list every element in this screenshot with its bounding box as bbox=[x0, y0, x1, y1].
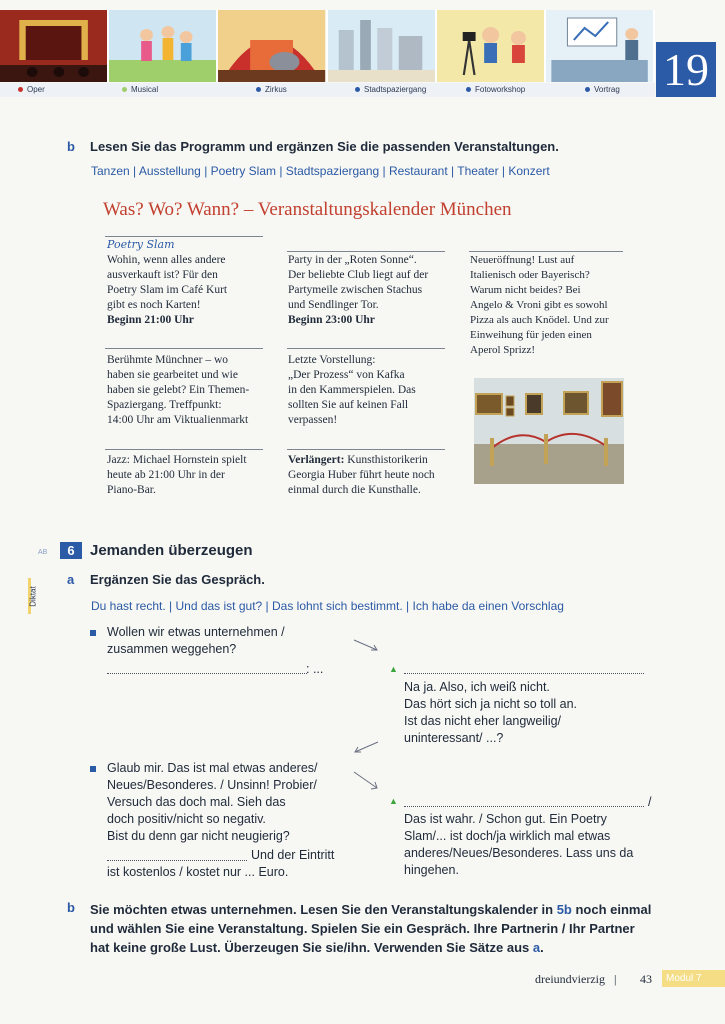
answer-line bbox=[287, 449, 445, 450]
speaker-a-marker-icon bbox=[90, 630, 96, 636]
dialogue-b-line2: Das ist wahr. / Schon gut. Ein Poetry Slam/... ist doch/ja wirklich mal etwas anderes/Neues/Besonderes. Lass uns da hingehen. bbox=[404, 812, 634, 877]
page-number-words: dreiundvierzig | bbox=[535, 972, 617, 986]
answer-line bbox=[105, 236, 263, 237]
fill-in-blank[interactable] bbox=[107, 673, 307, 674]
calendar-entry-dance: Party in der „Roten Sonne“. Der beliebte Club liegt auf der Partymeile zwischen Stachus und Sendlinger Tor. Beginn 23:00 Uhr bbox=[288, 254, 429, 326]
word-bank: Tanzen | Ausstellung | Poetry Slam | Stadtspaziergang | Restaurant | Theater | Konzert bbox=[91, 164, 550, 178]
calendar-entry-exhibition: Verlängert: Kunsthistorikerin Georgia Huber führt heute noch einmal durch die Kunsthalle. bbox=[288, 454, 435, 496]
dialogue-b-line1: Na ja. Also, ich weiß nicht. Das hört sich ja nicht so toll an. Ist das nicht eher langweilig/ uninteressant/ ...? bbox=[404, 680, 577, 745]
bullet-icon bbox=[122, 87, 127, 92]
task-instruction: Lesen Sie das Programm und ergänzen Sie die passenden Veranstaltungen. bbox=[90, 139, 559, 154]
speaker-a-marker-icon bbox=[90, 766, 96, 772]
category-label-opera: Oper bbox=[18, 85, 45, 94]
task-b-instruction: Sie möchten etwas unternehmen. Lesen Sie den Veranstaltungskalender in 5b noch einmal und wählen Sie eine Veranstaltung. Spielen Sie ein Gespräch. Ihre Partnerin / Ihr Partner hat keine große Lust. Überzeugen Sie sie/ihn. Verwenden Sie Sätze aus a. bbox=[90, 902, 652, 955]
task-instruction: Ergänzen Sie das Gespräch. bbox=[90, 572, 265, 587]
dialogue-a-line2: Glaub mir. Das ist mal etwas anderes/ Neues/Besonderes. / Unsinn! Probier/ Versuch das doch mal. Sieh das doch positiv/nicht so negativ. Bist du denn gar nicht neugierig? bbox=[107, 761, 318, 843]
answer-line bbox=[469, 251, 623, 252]
category-label-city-walk: Stadtspaziergang bbox=[355, 85, 426, 94]
handwritten-answer: Poetry Slam bbox=[107, 238, 175, 251]
dialogue-a-line1: Wollen wir etwas unternehmen / zusammen weggehen? bbox=[107, 625, 285, 656]
arrow-right-icon bbox=[353, 638, 379, 654]
fill-in-blank[interactable] bbox=[404, 673, 644, 674]
musical-image bbox=[109, 10, 218, 82]
word-bank: Du hast recht. | Und das ist gut? | Das lohnt sich bestimmt. | Ich habe da einen Vorschlag bbox=[91, 599, 564, 613]
museum-gallery-image bbox=[474, 378, 624, 484]
category-label-musical: Musical bbox=[122, 85, 158, 94]
city-walk-image bbox=[328, 10, 437, 82]
answer-line bbox=[105, 449, 263, 450]
calendar-title: Was? Wo? Wann? – Veranstaltungskalender München bbox=[103, 199, 512, 220]
bullet-icon bbox=[256, 87, 261, 92]
category-label-photo-workshop: Fotoworkshop bbox=[466, 85, 525, 94]
category-label-bar bbox=[0, 83, 655, 97]
speaker-b-marker-icon: ▲ bbox=[389, 664, 398, 674]
bullet-icon bbox=[355, 87, 360, 92]
dialogue-a-tail1: Und der Eintritt bbox=[251, 848, 335, 862]
lecture-image bbox=[546, 10, 655, 82]
calendar-entry-concert: Jazz: Michael Hornstein spielt heute ab 21:00 Uhr in der Piano-Bar. bbox=[107, 454, 247, 496]
arrow-right-icon bbox=[353, 770, 379, 792]
task-letter: b bbox=[67, 900, 75, 915]
answer-line bbox=[287, 251, 445, 252]
fill-in-blank[interactable] bbox=[404, 806, 644, 807]
category-label-circus: Zirkus bbox=[256, 85, 287, 94]
speaker-b-marker-icon: ▲ bbox=[389, 796, 398, 806]
bullet-icon bbox=[18, 87, 23, 92]
answer-line bbox=[287, 348, 445, 349]
task-letter: a bbox=[67, 572, 75, 587]
blank-tail: : ... bbox=[306, 662, 324, 676]
calendar-entry-theater: Letzte Vorstellung: „Der Prozess“ von Kafka in den Kammerspielen. Das sollten Sie auf keinen Fall verpassen! bbox=[288, 354, 416, 426]
module-tag: Modul 7 bbox=[662, 970, 725, 987]
task-letter: b bbox=[67, 139, 75, 154]
calendar-entry-poetry-slam: Wohin, wenn alles andere ausverkauft ist? Für den Poetry Slam im Café Kurt gibt es noch Karten! Beginn 21:00 Uhr bbox=[107, 254, 228, 326]
chapter-number: 19 bbox=[656, 42, 716, 97]
fill-in-blank[interactable] bbox=[107, 860, 247, 861]
answer-line bbox=[105, 348, 263, 349]
calendar-entry-restaurant: Neueröffnung! Lust auf Italienisch oder Bayerisch? Warum nicht beides? Bei Angelo & Vroni gibt es sowohl Pizza als auch Knödel. Und zur Einweihung für jeden einen Aperol Sprizz! bbox=[470, 254, 609, 356]
slash-separator: / bbox=[648, 795, 652, 809]
bullet-icon bbox=[585, 87, 590, 92]
opera-image bbox=[0, 10, 109, 82]
header-image-strip bbox=[0, 10, 655, 82]
photo-workshop-image bbox=[437, 10, 546, 82]
dictation-marker: Diktat bbox=[28, 578, 45, 614]
exercise-title: Jemanden überzeugen bbox=[90, 542, 253, 559]
category-label-lecture: Vortrag bbox=[585, 85, 620, 94]
dialogue-a-tail2: ist kostenlos / kostet nur ... Euro. bbox=[107, 865, 289, 879]
workbook-tag: AB bbox=[38, 549, 48, 556]
arrow-left-icon bbox=[353, 740, 379, 756]
page-number: 43 bbox=[640, 972, 652, 986]
bullet-icon bbox=[466, 87, 471, 92]
calendar-entry-city-walk: Berühmte Münchner – wo haben sie gearbeitet und wie haben sie gelebt? Ein Themen- Spaziergang. Treffpunkt: 14:00 Uhr am Viktualienmarkt bbox=[107, 354, 250, 426]
exercise-number: 6 bbox=[60, 542, 82, 559]
circus-image bbox=[218, 10, 327, 82]
